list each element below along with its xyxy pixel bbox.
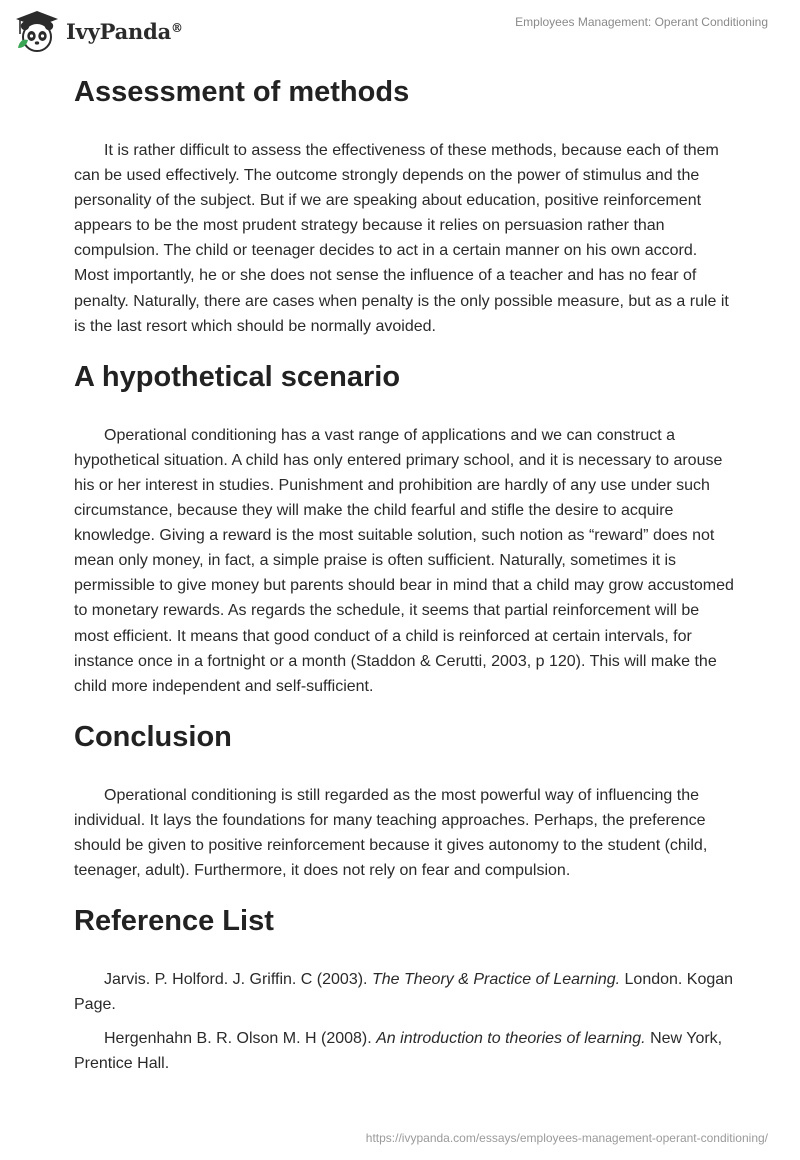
section-heading: Assessment of methods [74,76,410,108]
reference-item: Hergenhahn B. R. Olson M. H (2008). An introduction to theories of learning. New York, Prentice Hall. [74,1030,723,1073]
panda-graduate-icon [14,8,60,54]
essay-body [74,66,734,1086]
section-heading: A hypothetical scenario [74,360,401,393]
section-paragraph: It is rather difficult to assess the effectiveness of these methods, because each of them can be used effectively. The outcome strongly depends on the power of stimulus and the personality of the subject. But if we are speaking about education, positive reinforcement appears to be the most prudent strategy because it relies on persuasion rather than compulsion. The child or teenager decides to act in a certain manner on his own accord. Most importantly, he or she does not sense the influence of a teacher and has no fear of penalty. Naturally, there are cases when penalty is the only possible measure, but as a rule it is the last resort which should be normally avoided. [74,142,729,335]
reference-item: Jarvis. P. Holford. J. Griffin. C (2003). The Theory & Practice of Learning. London. Kogan Page. [74,971,734,1014]
section-paragraph: Operational conditioning is still regarded as the most powerful way of influencing the individual. It lays the foundations for many teaching approaches. Perhaps, the preference should be given to positive reinforcement because it gives autonomy to the student (child, teenager, adult). Furthermore, it does not rely on fear and compulsion. [74,786,708,880]
section-conclusion [74,711,734,883]
source-url-link[interactable]: https://ivypanda.com/essays/employees-management-operant-conditioning/ [365,1131,768,1145]
section-heading: Conclusion [74,720,232,753]
ivypanda-logo[interactable] [14,8,194,54]
section-hypothetical-scenario [74,351,734,699]
brand-name: IvyPanda® [66,18,183,44]
section-reference-list [74,895,734,1076]
section-paragraph: Operational conditioning has a vast range of applications and we can construct a hypothetical situation. A child has only entered primary school, and it is necessary to arouse his or her interest in studies. Punishment and prohibition are hardly of any use under such circumstance, because they will make the child fearful and stifle the desire to acquire knowledge. Giving a reward is the most suitable solution, such notion as “reward” does not mean only money, in fact, a simple praise is often sufficient. Naturally, sometimes it is permissible to give money but parents should bear in mind that a child may grow accustomed to monetary rewards. As regards the schedule, it seems that partial reinforcement will be most efficient. It means that good conduct of a child is reinforced at certain intervals, for instance once in a fortnight or a month (Staddon & Cerutti, 2003, p 120). This will make the child more independent and self-sufficient. [74,426,734,695]
section-assessment-of-methods [74,66,734,339]
document-title: Employees Management: Operant Conditioning [515,15,768,29]
section-heading: Reference List [74,905,274,938]
page-header [0,0,800,60]
